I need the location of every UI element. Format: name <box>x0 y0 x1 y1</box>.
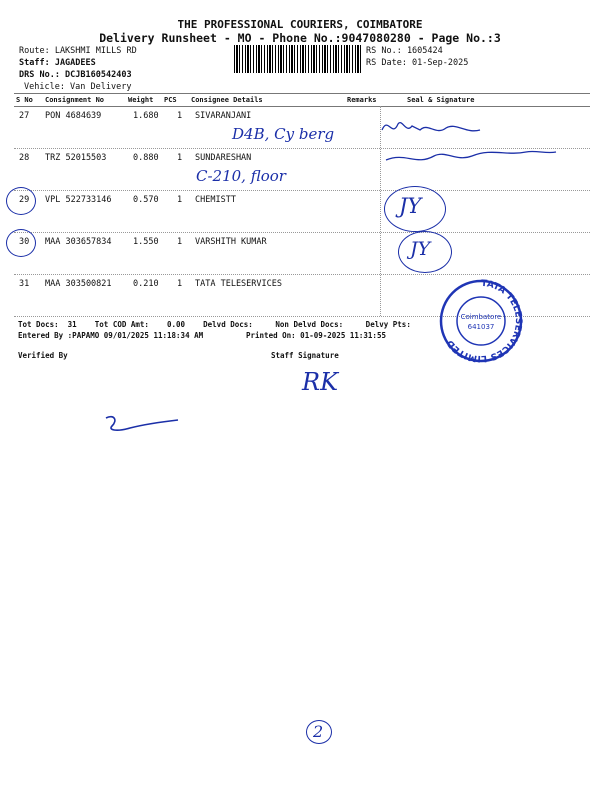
col-consignment: Consignment No <box>45 96 105 104</box>
row30-circle <box>6 229 36 257</box>
page-title: THE PROFESSIONAL COURIERS, COIMBATORE <box>177 18 423 31</box>
footer-totals: Tot Docs: 31 Tot COD Amt: 0.00 Delvd Docs: Non Delvd Docs: Delvy Pts: <box>18 320 411 329</box>
rs-date: RS Date: 01-Sep-2025 <box>366 58 469 68</box>
company-stamp <box>438 278 524 364</box>
col-sno: S No <box>16 96 33 104</box>
footer-entered: Entered By :PAPAMO 09/01/2025 11:18:34 AM <box>18 331 204 340</box>
col-remarks: Remarks <box>347 96 377 104</box>
staff-signature-label: Staff Signature <box>271 351 339 360</box>
staff-signature: RK <box>302 368 338 396</box>
svg-text:641037: 641037 <box>467 323 495 331</box>
page-subtitle: Delivery Runsheet - MO - Phone No.:9047080280 - Page No.:3 <box>99 31 501 45</box>
col-pcs: PCS <box>164 96 177 104</box>
svg-text:Coimbatore: Coimbatore <box>460 313 502 321</box>
signature-scribbles <box>376 112 560 176</box>
handwritten-address-27: D4B, Cy berg <box>232 125 335 143</box>
rs-no: RS No.: 1605424 <box>366 46 443 56</box>
col-consignee: Consignee Details <box>191 96 263 104</box>
verified-scribble <box>100 410 182 436</box>
drs-label: DRS No.: DCJB160542403 <box>19 70 132 80</box>
row29-circle <box>6 187 36 215</box>
route-label: Route: LAKSHMI MILLS RD <box>19 46 137 56</box>
initials-circle-29: JY <box>384 186 446 232</box>
svg-text:TATA TELESERVICES LIMITED: TATA TELESERVICES LIMITED <box>445 278 523 364</box>
page-mark-circle: 2 <box>306 720 332 744</box>
verified-by: Verified By <box>18 351 68 360</box>
vehicle-label: Vehicle: Van Delivery <box>24 82 132 92</box>
handwritten-address-28: C-210, floor <box>196 167 286 185</box>
staff-label: Staff: JAGADEES <box>19 58 96 68</box>
barcode <box>234 45 362 73</box>
footer-printed: Printed On: 01-09-2025 11:31:55 <box>246 331 386 340</box>
initials-circle-30: JY <box>398 231 452 273</box>
col-weight: Weight <box>128 96 154 104</box>
col-seal: Seal & Signature <box>407 96 475 104</box>
